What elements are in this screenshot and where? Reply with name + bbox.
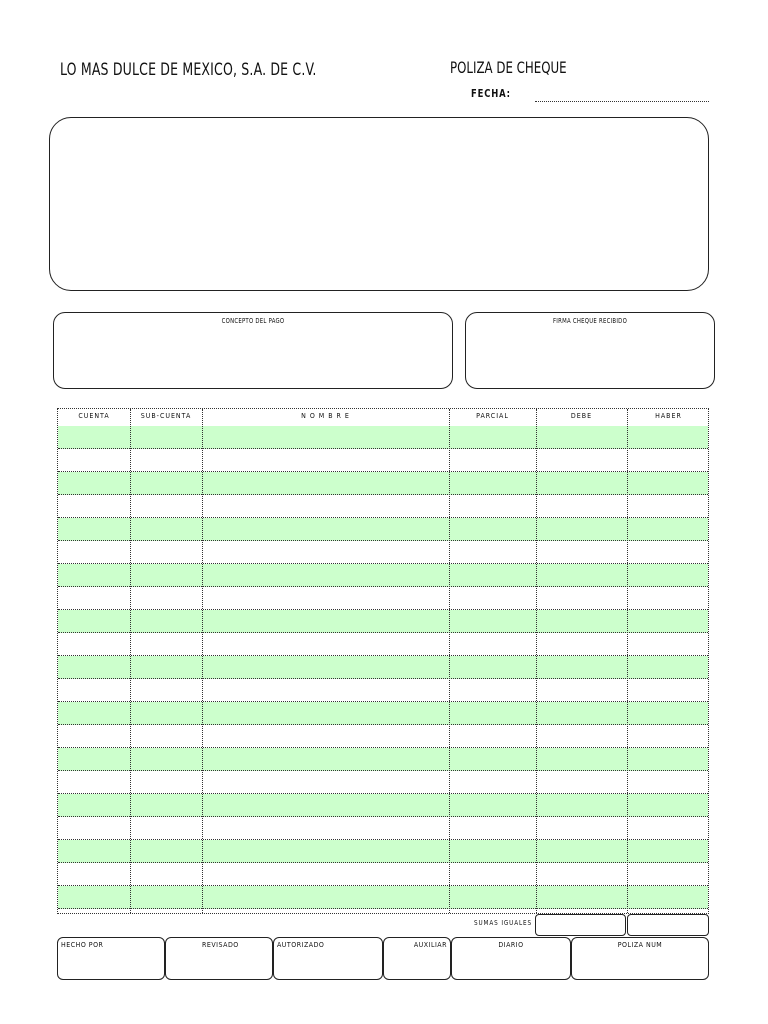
col-parcial: PARCIAL	[476, 412, 509, 420]
auxiliar-box[interactable]	[383, 937, 451, 980]
table-row[interactable]	[58, 426, 708, 449]
column-divider	[536, 409, 537, 913]
column-divider	[627, 409, 628, 913]
table-row[interactable]	[58, 840, 708, 863]
poliza-num-label: POLIZA NUM	[617, 941, 663, 949]
company-name: LO MAS DULCE DE MEXICO, S.A. DE C.V.	[60, 60, 317, 80]
table-row[interactable]	[58, 702, 708, 725]
table-row[interactable]	[58, 610, 708, 633]
autorizado-box[interactable]	[273, 937, 383, 980]
col-debe: DEBE	[570, 412, 593, 420]
column-divider	[449, 409, 450, 913]
table-row[interactable]	[58, 886, 708, 909]
table-row[interactable]	[58, 472, 708, 495]
payee-box[interactable]	[49, 117, 709, 291]
diario-label: DIARIO	[498, 941, 524, 949]
poliza-num-box[interactable]	[571, 937, 709, 980]
col-haber: HABER	[655, 412, 682, 420]
auxiliar-label: AUXILIAR	[413, 941, 447, 949]
table-row[interactable]	[58, 725, 708, 748]
column-divider	[130, 409, 131, 913]
firma-label: FIRMA CHEQUE RECIBIDO	[552, 317, 628, 325]
hecho-por-box[interactable]	[57, 937, 165, 980]
col-nombre: N O M B R E	[301, 412, 350, 420]
table-row[interactable]	[58, 863, 708, 886]
concepto-label: CONCEPTO DEL PAGO	[221, 317, 285, 325]
column-divider	[202, 409, 203, 913]
table-row[interactable]	[58, 518, 708, 541]
grid-header	[58, 409, 708, 427]
table-row[interactable]	[58, 794, 708, 817]
table-row[interactable]	[58, 679, 708, 702]
table-row[interactable]	[58, 587, 708, 610]
table-row[interactable]	[58, 748, 708, 771]
sum-debe-box[interactable]	[535, 914, 626, 936]
sumas-iguales-label: SUMAS IGUALES	[474, 919, 533, 927]
table-row[interactable]	[58, 541, 708, 564]
revisado-label: REVISADO	[202, 941, 239, 949]
col-cuenta: CUENTA	[78, 412, 110, 420]
table-row[interactable]	[58, 633, 708, 656]
autorizado-label: AUTORIZADO	[277, 941, 325, 949]
fecha-label: FECHA:	[471, 87, 511, 100]
firma-box[interactable]	[465, 312, 715, 389]
table-row[interactable]	[58, 771, 708, 794]
diario-box[interactable]	[451, 937, 571, 980]
document-title: POLIZA DE CHEQUE	[450, 58, 567, 77]
table-row[interactable]	[58, 817, 708, 840]
table-row[interactable]	[58, 656, 708, 679]
concepto-box[interactable]	[53, 312, 453, 389]
revisado-box[interactable]	[165, 937, 273, 980]
account-grid	[57, 408, 709, 914]
table-row[interactable]	[58, 564, 708, 587]
hecho-por-label: HECHO POR	[61, 941, 104, 949]
sum-haber-box[interactable]	[627, 914, 709, 936]
table-row[interactable]	[58, 495, 708, 518]
table-row[interactable]	[58, 449, 708, 472]
fecha-field-line[interactable]	[535, 101, 709, 102]
col-sub-cuenta: SUB-CUENTA	[140, 412, 192, 420]
